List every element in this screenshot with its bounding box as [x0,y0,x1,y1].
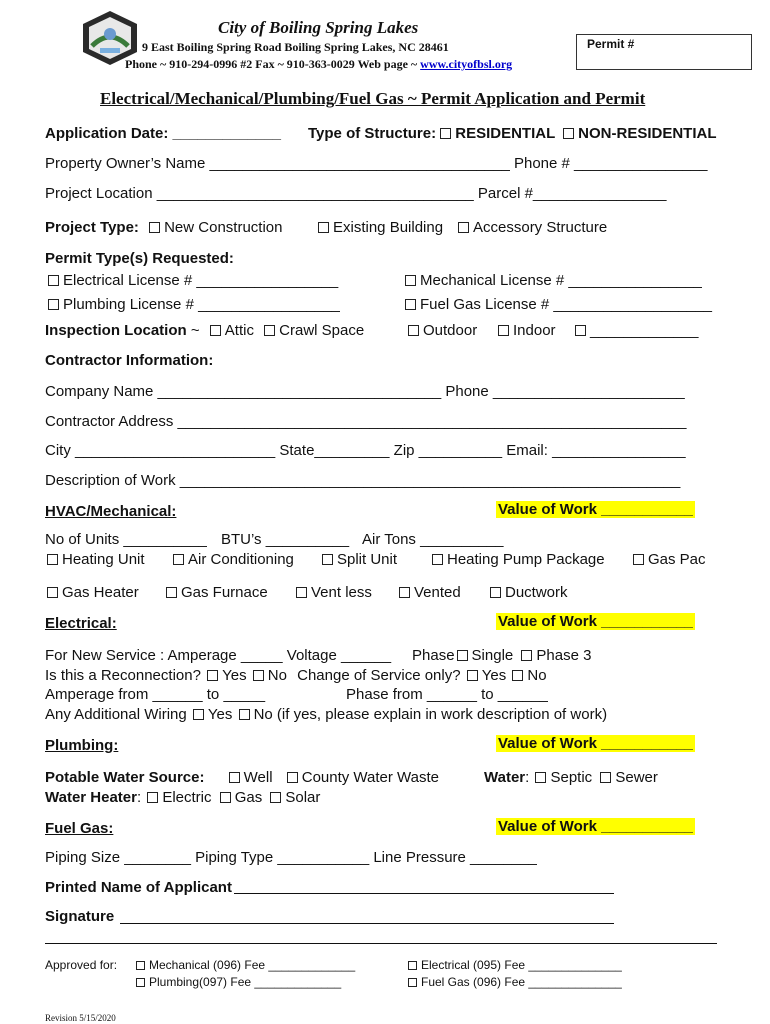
existing-building-option: Existing Building [318,219,443,236]
revision-date: Revision 5/15/2020 [45,1013,116,1023]
contractor-heading: Contractor Information: [45,352,214,369]
indoor-option: Indoor [498,322,556,339]
vent-less-checkbox[interactable] [296,587,307,598]
city-address: 9 East Boiling Spring Road Boiling Spring Lakes, NC 28461 [142,40,449,54]
additional-wiring-no-checkbox[interactable] [239,709,250,720]
plumbing-heading: Plumbing: [45,737,119,754]
additional-wiring-yes-checkbox[interactable] [193,709,204,720]
heating-pump-option: Heating Pump Package [432,551,605,568]
gas-pac-option: Gas Pac [633,551,706,568]
plumbing-fee-option: Plumbing(097) Fee _____________ [136,975,341,989]
page-title: Electrical/Mechanical/Plumbing/Fuel Gas ~ Permit Application and Permit [100,89,646,108]
split-unit-option: Split Unit [322,551,397,568]
accessory-structure-option: Accessory Structure [458,219,607,236]
printed-name-label: Printed Name of Applicant [45,879,232,896]
indoor-checkbox[interactable] [498,325,509,336]
plumbing-license-checkbox[interactable] [48,299,59,310]
printed-name-line[interactable] [234,893,614,894]
mechanical-fee-option: Mechanical (096) Fee _____________ [136,958,355,972]
permit-types-heading: Permit Type(s) Requested: [45,250,234,267]
phase-from-field[interactable]: Phase from ______ to ______ [346,686,548,703]
approved-for-label: Approved for: [45,958,118,972]
crawl-space-checkbox[interactable] [264,325,275,336]
single-phase-checkbox[interactable] [457,650,468,661]
sewer-checkbox[interactable] [600,772,611,783]
gas-heater-option: Gas Heater [47,584,139,601]
heating-pump-checkbox[interactable] [432,554,443,565]
phase-row: Phase Single Phase 3 [412,647,592,664]
county-water-checkbox[interactable] [287,772,298,783]
btu-field[interactable]: BTU’s __________ [221,531,350,548]
project-type-row: Project Type: New Construction [45,219,283,236]
mechanical-fee-checkbox[interactable] [136,961,145,970]
gas-pac-checkbox[interactable] [633,554,644,565]
heating-unit-option: Heating Unit [47,551,145,568]
reconnection-no-checkbox[interactable] [253,670,264,681]
description-of-work-field[interactable]: Description of Work ____________________________________________________________ [45,472,681,489]
hvac-heading: HVAC/Mechanical: [45,503,177,520]
fuelgas-license-option: Fuel Gas License # ___________________ [405,296,712,313]
fuelgas-fee-option: Fuel Gas (096) Fee ______________ [408,975,622,989]
additional-wiring-row: Any Additional Wiring Yes No (if yes, please explain in work description of work) [45,706,608,723]
ductwork-checkbox[interactable] [490,587,501,598]
city-name: City of Boiling Spring Lakes [218,18,419,37]
solar-heater-checkbox[interactable] [270,792,281,803]
gas-heater-water-checkbox[interactable] [220,792,231,803]
other-location-option: _____________ [575,322,698,339]
electrical-value-of-work[interactable]: Value of Work ___________ [498,613,693,630]
website-link[interactable]: www.cityofbsl.org [420,57,513,71]
outdoor-checkbox[interactable] [408,325,419,336]
property-owner-field[interactable]: Property Owner’s Name ____________________________________ Phone # ________________ [45,155,708,172]
signature-line[interactable] [120,923,614,924]
fuelgas-heading: Fuel Gas: [45,820,114,837]
new-construction-checkbox[interactable] [149,222,160,233]
septic-checkbox[interactable] [535,772,546,783]
permit-label: Permit # [587,37,635,51]
plumbing-license-option: Plumbing License # _________________ [48,296,340,313]
gas-heater-checkbox[interactable] [47,587,58,598]
mechanical-license-option: Mechanical License # ________________ [405,272,702,289]
contractor-address-field[interactable]: Contractor Address _____________________________________________________________ [45,413,687,430]
city-state-zip-email-field[interactable]: City ________________________ State_________ Zip __________ Email: ________________ [45,442,686,459]
air-conditioning-option: Air Conditioning [173,551,294,568]
electric-heater-checkbox[interactable] [147,792,158,803]
project-location-field[interactable]: Project Location ______________________________________ Parcel #________________ [45,185,667,202]
electrical-fee-option: Electrical (095) Fee ______________ [408,958,622,972]
signature-label: Signature [45,908,115,925]
change-service-no-checkbox[interactable] [512,670,523,681]
outdoor-option: Outdoor [408,322,477,339]
existing-building-checkbox[interactable] [318,222,329,233]
change-service-yes-checkbox[interactable] [467,670,478,681]
mechanical-license-checkbox[interactable] [405,275,416,286]
city-contact: Phone ~ 910-294-0996 #2 Fax ~ 910-363-0029 Web page ~ www.cityofbsl.org [125,57,513,71]
water-heater-row: Water Heater: Electric Gas Solar [45,789,321,806]
structure-type-row: Type of Structure: RESIDENTIAL NON-RESIDENTIAL [308,125,717,142]
no-of-units-field[interactable]: No of Units __________ [45,531,207,548]
plumbing-fee-checkbox[interactable] [136,978,145,987]
electrical-heading: Electrical: [45,615,117,632]
non-residential-checkbox[interactable] [563,128,574,139]
three-phase-checkbox[interactable] [521,650,532,661]
residential-checkbox[interactable] [440,128,451,139]
permit-number-box[interactable] [576,34,752,70]
gas-furnace-checkbox[interactable] [166,587,177,598]
other-location-checkbox[interactable] [575,325,586,336]
section-divider [45,943,717,944]
piping-fields[interactable]: Piping Size ________ Piping Type ___________ Line Pressure ________ [45,849,537,866]
vent-less-option: Vent less [296,584,372,601]
potable-water-row: Potable Water Source: Well County Water Waste [45,769,439,786]
inspection-location-row: Inspection Location ~ Attic Crawl Space [45,322,365,339]
fuelgas-value-of-work[interactable]: Value of Work ___________ [498,818,693,835]
ductwork-option: Ductwork [490,584,568,601]
electrical-fee-checkbox[interactable] [408,961,417,970]
company-name-field[interactable]: Company Name __________________________________ Phone _______________________ [45,383,685,400]
heating-unit-checkbox[interactable] [47,554,58,565]
hvac-value-of-work[interactable]: Value of Work ___________ [498,501,693,518]
accessory-structure-checkbox[interactable] [458,222,469,233]
fuelgas-fee-checkbox[interactable] [408,978,417,987]
gas-furnace-option: Gas Furnace [166,584,268,601]
air-conditioning-checkbox[interactable] [173,554,184,565]
reconnection-row: Is this a Reconnection? Yes No Change of Service only? Yes No [45,667,547,684]
electrical-license-checkbox[interactable] [48,275,59,286]
well-checkbox[interactable] [229,772,240,783]
amperage-from-field[interactable]: Amperage from ______ to _____ [45,686,266,703]
vented-checkbox[interactable] [399,587,410,598]
reconnection-yes-checkbox[interactable] [207,670,218,681]
split-unit-checkbox[interactable] [322,554,333,565]
vented-option: Vented [399,584,461,601]
water-waste-row: Water: Septic Sewer [484,769,658,786]
air-tons-field[interactable]: Air Tons __________ [362,531,504,548]
electrical-license-option: Electrical License # _________________ [48,272,338,289]
attic-checkbox[interactable] [210,325,221,336]
fuelgas-license-checkbox[interactable] [405,299,416,310]
new-service-field[interactable]: For New Service : Amperage _____ Voltage ______ [45,647,392,664]
plumbing-value-of-work[interactable]: Value of Work ___________ [498,735,693,752]
application-date-field[interactable]: Application Date: _____________ [45,125,281,142]
